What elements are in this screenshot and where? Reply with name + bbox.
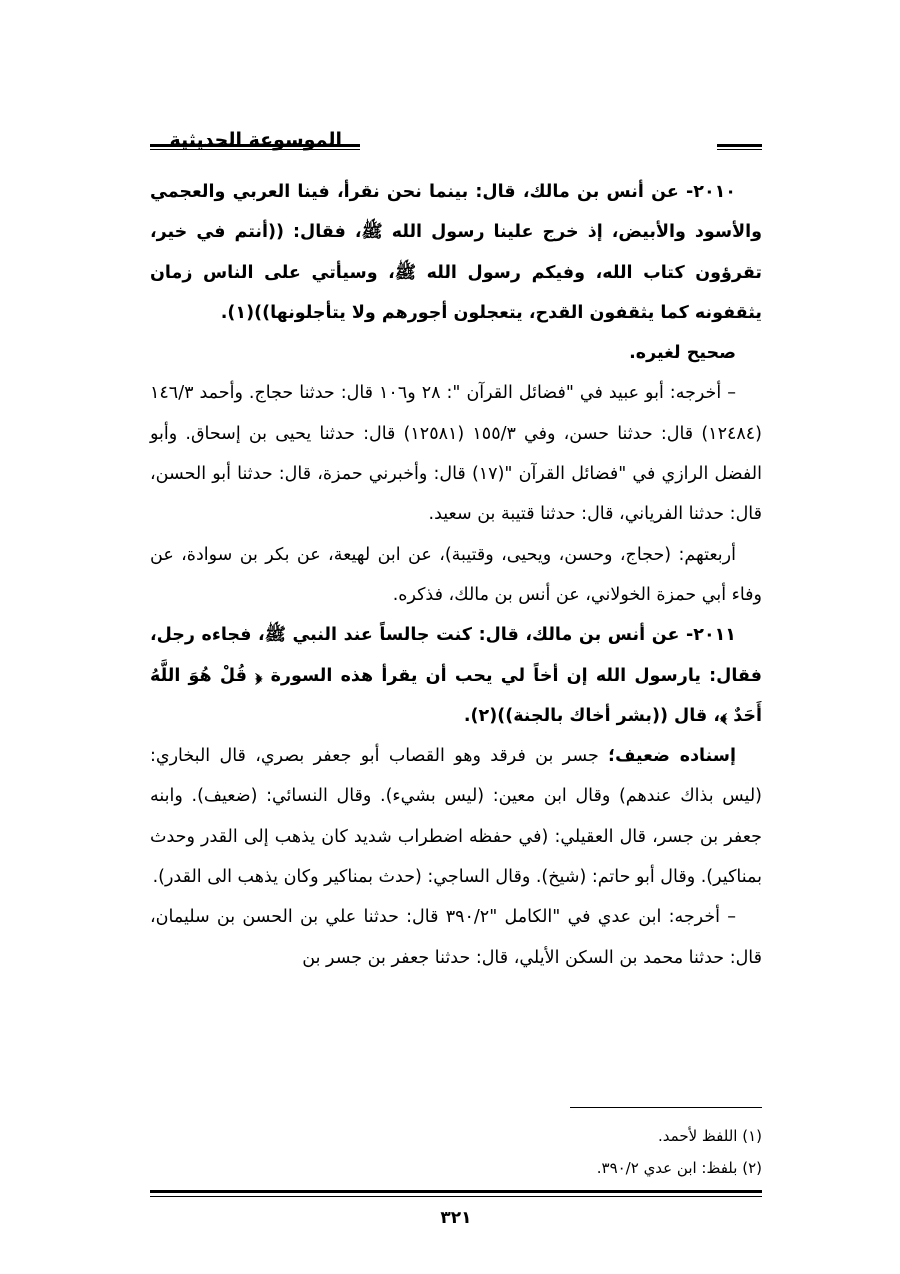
header-rule-left-thin <box>150 149 360 150</box>
footer-rule-thick <box>150 1190 762 1193</box>
hadith-2010: ٢٠١٠- عن أنس بن مالك، قال: بينما نحن نقرأ، فينا العربي والعجمي والأسود والأبيض، إذ خرج علينا رسول الله ﷺ، فقال: ((أنتم في خير، تقرؤون كتاب الله، وفيكم رسول الله ﷺ، وسيأتي على الناس زمان يثقفونه كما يثقفون القدح، يتعجلون أجورهم ولا يتأجلونها))(١). <box>150 182 762 323</box>
footnote-1: (١) اللفظ لأحمد. <box>658 1127 762 1145</box>
footer-rule-thin <box>150 1196 762 1197</box>
footnotes <box>150 1120 762 1184</box>
takhrij-2010: – أخرجه: أبو عبيد في "فضائل القرآن ": ٢٨ و١٠٦ قال: حدثنا حجاج. وأحمد ١٤٦/٣ (١٢٤٨٤) قال: حدثنا حسن، وفي ١٥٥/٣ (١٢٥٨١) قال: حدثنا يحيى بن إسحاق. وأبو الفضل الرازي في "فضائل القرآن "(١٧) قال: وأخبرني حمزة، قال: حدثنا أبو الحسن، قال: حدثنا الفرياني، قال: حدثنا قتيبة بن سعيد. <box>150 383 762 525</box>
grading-2011 <box>150 736 762 897</box>
header-rule-right-thin <box>717 149 762 150</box>
grading-2010: صحيح لغيره. <box>629 343 736 364</box>
takhrij-2011: – أخرجه: ابن عدي في "الكامل "٣٩٠/٢ قال: حدثنا علي بن الحسن بن سليمان، قال: حدثنا محمد بن السكن الأيلي، قال: حدثنا جعفر بن جسر بن <box>150 907 762 968</box>
page-number: ٣٢١ <box>440 1208 472 1228</box>
header-rule-right <box>717 144 762 147</box>
grading-label: إسناده ضعيف؛ <box>608 746 736 767</box>
running-header <box>150 126 762 156</box>
page-body <box>150 172 762 978</box>
chain-summary-2010: أربعتهم: (حجاج، وحسن، ويحيى، وقتيبة)، عن ابن لهيعة، عن بكر بن سوادة، عن وفاء أبي حمزة الخولاني، عن أنس بن مالك، فذكره. <box>150 544 762 605</box>
footnote-separator <box>570 1107 762 1108</box>
footnote-2: (٢) بلفظ: ابن عدي ٣٩٠/٢. <box>596 1159 762 1177</box>
header-title: الموسوعة الحديثية <box>169 129 342 151</box>
grading-detail: جسر بن فرقد وهو القصاب أبو جعفر بصري، قال البخاري: (ليس بذاك عندهم) وقال ابن معين: (ليس بشيء). وقال النسائي: (ضعيف). وابنه جعفر بن جسر، قال العقيلي: (في حفظه اضطراب شديد كان يذهب إلى القدر وحدث بمناكير). وقال أبو حاتم: (شيخ). وقال الساجي: (حدث بمناكير وكان يذهب الى القدر). <box>150 746 762 888</box>
header-rule-left <box>150 144 360 147</box>
book-page <box>150 0 762 1274</box>
hadith-2011: ٢٠١١- عن أنس بن مالك، قال: كنت جالساً عند النبي ﷺ، فجاءه رجل، فقال: يارسول الله إن أخاً لي يحب أن يقرأ هذه السورة ﴿ قُلْ هُوَ اللَّهُ أَحَدٌ ﴾، قال ((بشر أخاك بالجنة))(٢). <box>150 625 762 726</box>
